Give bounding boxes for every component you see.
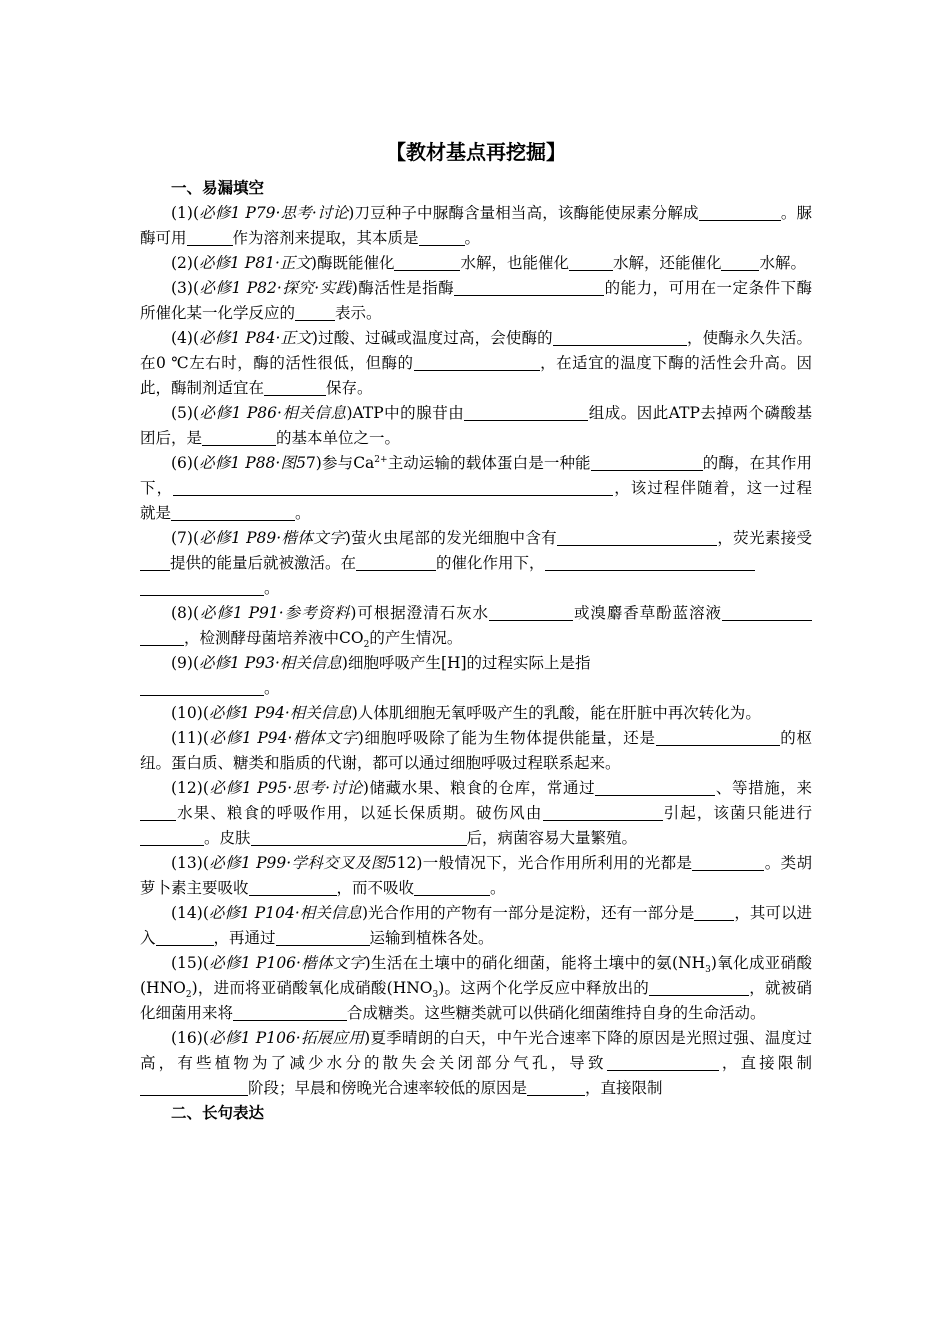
answer-blank[interactable] (545, 554, 755, 571)
question-3: (3)(必修1 P82·探究·实践)酶活性是指酶 的能力，可用在一定条件下酶所催化某一化学反应的 表示。 (140, 279, 812, 322)
question-15: (15)(必修1 P106·楷体文字)生活在土壤中的硝化细菌，能将土壤中的氨$(NH_3)$氧化成亚硝酸$(HNO_2)$，进而将亚硝酸氧化成硝酸$(HNO_3)$。这两个化学反应中释放出的 ，就被硝化细菌用来将 合成糖类。这些糖类就可以供硝化细菌维持自身的生命活动。 (140, 954, 812, 1022)
question-1: (1)(必修1 P79·思考·讨论)刀豆种子中脲酶含量相当高，该酶能使尿素分解成 。脲酶可用 作为溶剂来提取，其本质是 。 (140, 204, 812, 247)
question-11: (11)(必修1 P94·楷体文字)细胞呼吸除了能为生物体提供能量，还是 的枢纽。蛋白质、糖类和脂质的代谢，都可以通过细胞呼吸过程联系起来。 (140, 729, 812, 772)
question-13: (13)(必修1 P99·学科交叉及图512)一般情况下，光合作用所利用的光都是 。类胡萝卜素主要吸收 ，而不吸收 。 (140, 854, 812, 897)
answer-blank[interactable] (414, 879, 490, 896)
question-9: (9)(必修1 P93·相关信息)细胞呼吸产生[H]的过程实际上是指 。 (140, 651, 812, 701)
page-title: 【教材基点再挖掘】 (386, 140, 566, 164)
answer-blank[interactable] (649, 979, 749, 996)
answer-blank[interactable] (694, 904, 734, 921)
answer-blank[interactable] (233, 1004, 347, 1021)
answer-blank[interactable] (156, 929, 214, 946)
answer-blank[interactable] (249, 879, 337, 896)
answer-blank[interactable] (414, 354, 540, 371)
answer-blank[interactable] (722, 604, 812, 621)
question-8: (8)(必修1 P91·参考资料)可根据澄清石灰水 或溴麝香草酚蓝溶液，检测酵母菌培养液中$CO_2$的产生情况。 (140, 601, 812, 651)
answer-blank[interactable] (276, 929, 370, 946)
question-4: (4)(必修1 P84·正文)过酸、过碱或温度过高，会使酶的 ，使酶永久失活。在0 ℃左右时，酶的活性很低，但酶的 ，在适宜的温度下酶的活性会升高。因此，酶制剂适宜在 保存。 (140, 329, 812, 397)
question-10: (10)(必修1 P94·相关信息)人体肌细胞无氧呼吸产生的乳酸，能在肝脏中再次转化为。 (171, 704, 761, 722)
answer-blank[interactable] (527, 1079, 585, 1096)
answer-blank[interactable] (543, 804, 663, 821)
answer-blank[interactable] (140, 804, 176, 821)
question-14: (14)(必修1 P104·相关信息)光合作用的产物有一部分是淀粉，还有一部分是 ，其可以进入 ，再通过 运输到植株各处。 (140, 904, 812, 947)
answer-blank[interactable] (202, 429, 276, 446)
answer-blank[interactable] (595, 779, 715, 796)
answer-blank[interactable] (569, 254, 613, 271)
answer-blank[interactable] (140, 579, 264, 596)
answer-blank[interactable] (464, 404, 588, 421)
section-heading-long-sentences: 二、长句表达 (171, 1104, 265, 1122)
document-page (140, 138, 812, 1126)
answer-blank[interactable] (171, 504, 295, 521)
answer-blank[interactable] (140, 629, 184, 646)
answer-blank[interactable] (419, 229, 465, 246)
question-7: (7)(必修1 P89·楷体文字)萤火虫尾部的发光细胞中含有 ，荧光素接受提供的能量后就被激活。在 的催化作用下， 。 (140, 526, 812, 601)
answer-blank[interactable] (692, 854, 764, 871)
answer-blank[interactable] (454, 279, 604, 296)
answer-blank[interactable] (140, 554, 170, 571)
answer-blank[interactable] (607, 1054, 719, 1071)
answer-blank[interactable] (553, 329, 687, 346)
answer-blank[interactable] (356, 554, 436, 571)
section-heading-fill-blanks: 一、易漏填空 (171, 179, 265, 197)
answer-blank[interactable] (173, 479, 613, 496)
answer-blank[interactable] (140, 829, 204, 846)
answer-blank[interactable] (591, 454, 703, 471)
answer-blank[interactable] (264, 379, 326, 396)
question-12: (12)(必修1 P95·思考·讨论)储藏水果、粮食的仓库，常通过 、等措施，来水果、粮食的呼吸作用，以延长保质期。破伤风由 引起，该菌只能进行。皮肤 后，病菌容易大量繁殖。 (140, 776, 812, 851)
answer-blank[interactable] (656, 729, 780, 746)
question-6: (6)(必修1 P88·图57)参与$Ca^{2+}$主动运输的载体蛋白是一种能 的酶，在其作用下， ，该过程伴随着，这一过程就是 。 (140, 454, 812, 522)
answer-blank[interactable] (140, 1079, 248, 1096)
answer-blank[interactable] (295, 304, 335, 321)
answer-blank[interactable] (699, 204, 781, 221)
answer-blank[interactable] (187, 229, 233, 246)
answer-blank[interactable] (394, 254, 460, 271)
answer-blank[interactable] (489, 604, 573, 621)
answer-blank[interactable] (721, 254, 759, 271)
question-2: (2)(必修1 P81·正文)酶既能催化 水解，也能催化 水解，还能催化 水解。 (171, 254, 806, 272)
answer-blank[interactable] (251, 829, 467, 846)
question-5: (5)(必修1 P86·相关信息)ATP中的腺苷由 组成。因此ATP去掉两个磷酸基团后，是 的基本单位之一。 (140, 404, 812, 447)
answer-blank[interactable] (557, 529, 717, 546)
question-16: (16)(必修1 P106·拓展应用)夏季晴朗的白天，中午光合速率下降的原因是光照过强、温度过高，有些植物为了减少水分的散失会关闭部分气孔，导致 ，直接限制阶段；早晨和傍晚光合速率较低的原因是 ，直接限制 (140, 1029, 812, 1097)
answer-blank[interactable] (140, 679, 264, 696)
